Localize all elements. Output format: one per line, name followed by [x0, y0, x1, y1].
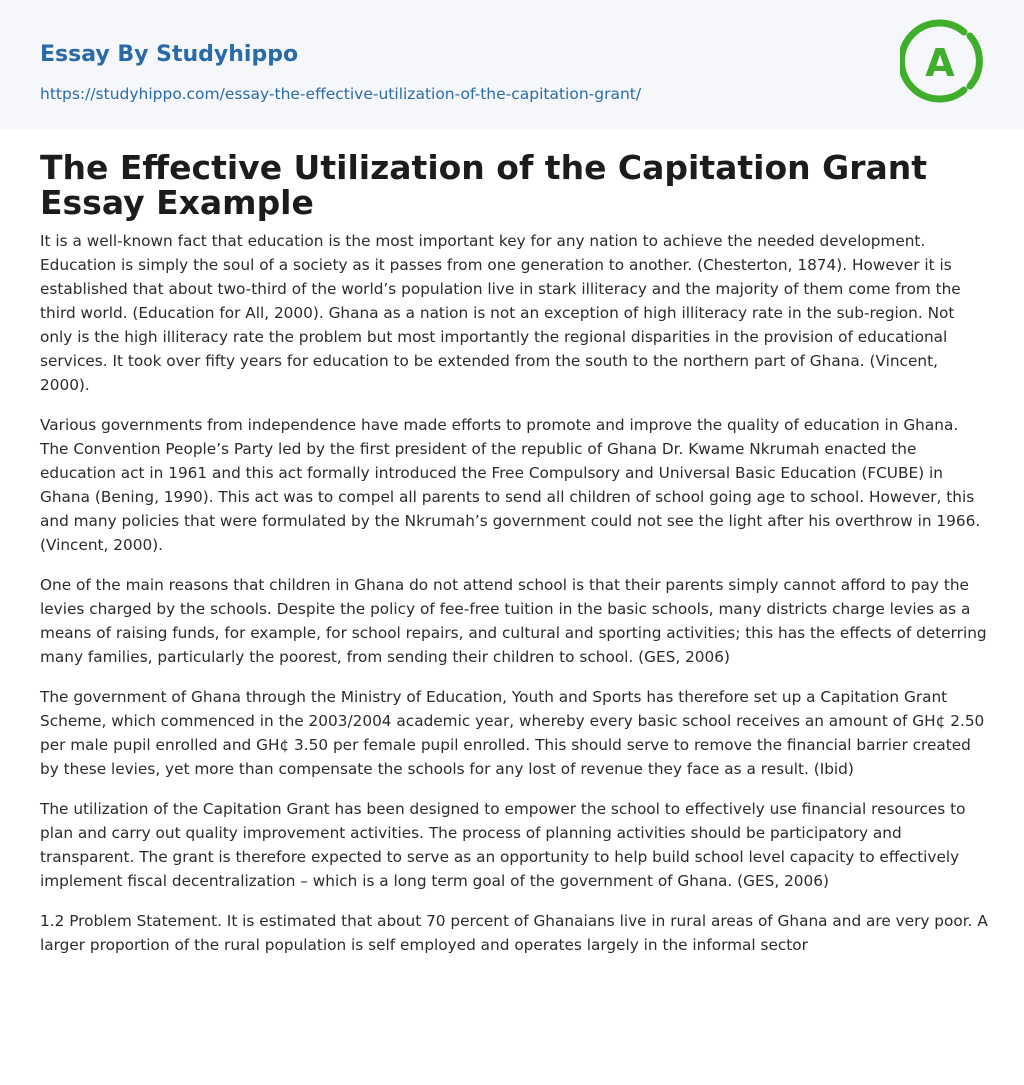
article-paragraph: It is a well-known fact that education is the most important key for any nation to achieve the needed development. Education is simply the soul of a society as it passes from one generation to another. (Chesterton, 1874). However it is established that about two-third of the world’s population live in stark illiteracy and the majority of them come from the third world. (Education for All, 2000). Ghana as a nation is not an exception of high illiteracy rate in the sub-region. Not only is the high illiteracy rate the problem but most importantly the regional disparities in the provision of educational services. It took over fifty years for education to be extended from the south to the northern part of Ghana. (Vincent, 2000). [40, 232, 961, 394]
site-header [0, 0, 1024, 129]
article-paragraph: One of the main reasons that children in Ghana do not attend school is that their parents simply cannot afford to pay the levies charged by the schools. Despite the policy of fee-free tuition in the basic schools, many districts charge levies as a means of raising funds, for example, for school repairs, and cultural and sporting activities; this has the effects of deterring many families, particularly the poorest, from sending their children to school. (GES, 2006) [40, 576, 987, 666]
studyhippo-logo-icon[interactable] [900, 16, 988, 106]
article-body [40, 229, 988, 973]
article-paragraph: Various governments from independence have made efforts to promote and improve the quality of education in Ghana. The Convention People’s Party led by the first president of the republic of Ghana Dr. Kwame Nkrumah enacted the education act in 1961 and this act formally introduced the Free Compulsory and Universal Basic Education (FCUBE) in Ghana (Bening, 1990). This act was to compel all parents to send all children of school going age to school. However, this and many policies that were formulated by the Nkrumah’s government could not see the light after his overthrow in 1966. (Vincent, 2000). [40, 416, 981, 554]
logo-letter: A [925, 41, 955, 85]
article-title: The Effective Utilization of the Capitation Grant Essay Example [40, 148, 928, 222]
article-paragraph: The government of Ghana through the Ministry of Education, Youth and Sports has therefore set up a Capitation Grant Scheme, which commenced in the 2003/2004 academic year, whereby every basic school receives an amount of GH¢ 2.50 per male pupil enrolled and GH¢ 3.50 per female pupil enrolled. This should serve to remove the financial barrier created by these levies, yet more than compensate the schools for any lost of revenue they face as a result. (Ibid) [40, 688, 985, 778]
article-paragraph: The utilization of the Capitation Grant has been designed to empower the school to effectively use financial resources to plan and carry out quality improvement activities. The process of planning activities should be participatory and transparent. The grant is therefore expected to serve as an opportunity to help build school level capacity to effectively implement fiscal decentralization – which is a long term goal of the government of Ghana. (GES, 2006) [40, 800, 966, 890]
source-url-link[interactable]: https://studyhippo.com/essay-the-effective-utilization-of-the-capitation-grant/ [40, 85, 642, 103]
site-brand[interactable]: Essay By Studyhippo [40, 42, 299, 67]
article-paragraph: 1.2 Problem Statement. It is estimated that about 70 percent of Ghanaians live in rural areas of Ghana and are very poor. A larger proportion of the rural population is self employed and operates largely in the informal sector [40, 912, 988, 954]
